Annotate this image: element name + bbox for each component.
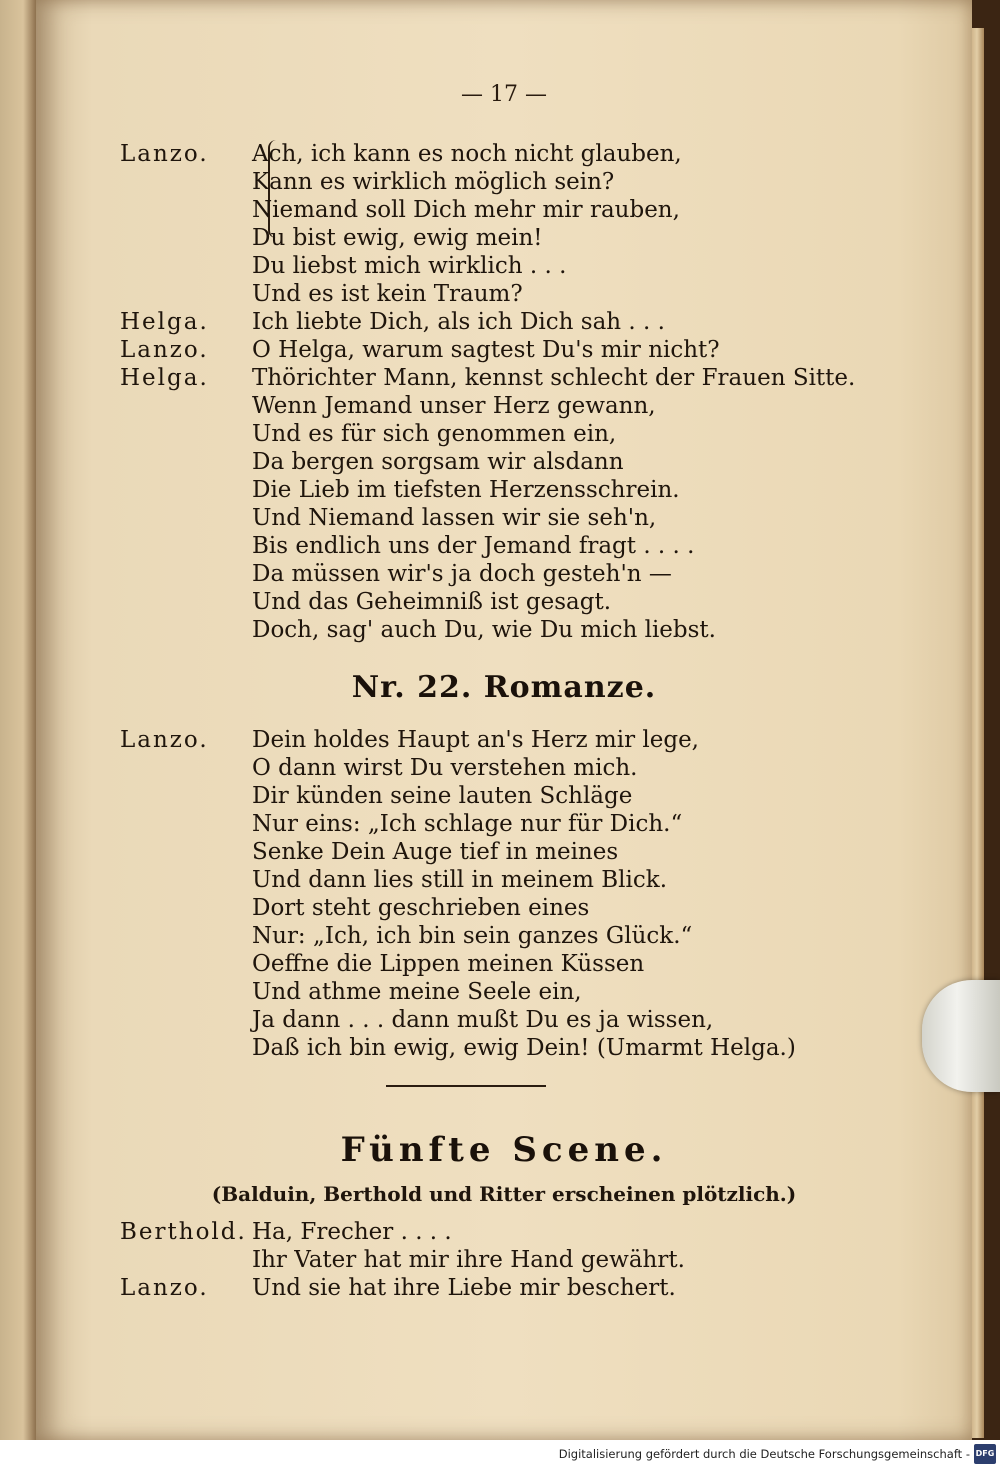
verse-line: Oeffne die Lippen meinen Küssen bbox=[252, 951, 645, 977]
section-divider bbox=[386, 1085, 546, 1087]
verse-line: Und es ist kein Traum? bbox=[252, 281, 523, 307]
speaker-name: Helga. bbox=[120, 309, 209, 335]
speaker-name: Lanzo. bbox=[120, 141, 209, 167]
verse-line: Ich liebte Dich, als ich Dich sah . . . bbox=[252, 309, 665, 335]
verse-line: Ha, Frecher . . . . bbox=[252, 1219, 452, 1245]
page-number: — 17 — bbox=[461, 82, 547, 107]
verse-line: Ach, ich kann es noch nicht glauben, bbox=[252, 141, 682, 167]
page-stack-edge bbox=[970, 28, 984, 1438]
verse-line: Ja dann . . . dann mußt Du es ja wissen, bbox=[252, 1007, 714, 1033]
speaker-name: Berthold. bbox=[120, 1219, 247, 1245]
verse-line: Doch, sag' auch Du, wie Du mich liebst. bbox=[252, 617, 716, 643]
verse-line: Wenn Jemand unser Herz gewann, bbox=[252, 393, 656, 419]
verse-line: Die Lieb im tiefsten Herzensschrein. bbox=[252, 477, 680, 503]
verse-line: Nur eins: „Ich schlage nur für Dich.“ bbox=[252, 811, 683, 837]
speaker-name: Lanzo. bbox=[120, 727, 209, 753]
verse-line: Senke Dein Auge tief in meines bbox=[252, 839, 619, 865]
verse-line: Niemand soll Dich mehr mir rauben, bbox=[252, 197, 680, 223]
dfg-logo: DFG bbox=[974, 1444, 996, 1464]
verse-line: O Helga, warum sagtest Du's mir nicht? bbox=[252, 337, 720, 363]
scene-heading: Fünfte Scene. bbox=[340, 1130, 668, 1170]
verse-line: Und das Geheimniß ist gesagt. bbox=[252, 589, 612, 615]
verse-line: Und Niemand lassen wir sie seh'n, bbox=[252, 505, 657, 531]
verse-line: Thörichter Mann, kennst schlecht der Frauen Sitte. bbox=[252, 365, 856, 391]
verse-line: Du liebst mich wirklich . . . bbox=[252, 253, 567, 279]
verse-line: Dein holdes Haupt an's Herz mir lege, bbox=[252, 727, 699, 753]
verse-line: Und athme meine Seele ein, bbox=[252, 979, 582, 1005]
verse-line: Da müssen wir's ja doch gesteh'n — bbox=[252, 561, 672, 587]
digitization-credit: Digitalisierung gefördert durch die Deutsche Forschungsgemeinschaft - bbox=[558, 1447, 970, 1461]
verse-line: Und sie hat ihre Liebe mir beschert. bbox=[252, 1275, 676, 1301]
verse-line: Kann es wirklich möglich sein? bbox=[252, 169, 615, 195]
verse-line: Da bergen sorgsam wir alsdann bbox=[252, 449, 624, 475]
verse-line: Du bist ewig, ewig mein! bbox=[252, 225, 543, 251]
verse-line: Ihr Vater hat mir ihre Hand gewährt. bbox=[252, 1247, 685, 1273]
speaker-name: Lanzo. bbox=[120, 337, 209, 363]
verse-line: Daß ich bin ewig, ewig Dein! (Umarmt Helga.) bbox=[252, 1035, 796, 1061]
verse-line: Und es für sich genommen ein, bbox=[252, 421, 617, 447]
page-clip-tab bbox=[922, 980, 1000, 1092]
speaker-name: Lanzo. bbox=[120, 1275, 209, 1301]
verse-line: Dort steht geschrieben eines bbox=[252, 895, 590, 921]
speaker-name: Helga. bbox=[120, 365, 209, 391]
verse-line: Bis endlich uns der Jemand fragt . . . . bbox=[252, 533, 695, 559]
book-page bbox=[36, 0, 972, 1440]
section-heading-romanze: Nr. 22. Romanze. bbox=[351, 670, 657, 705]
verse-line: Und dann lies still in meinem Blick. bbox=[252, 867, 668, 893]
verse-line: Nur: „Ich, ich bin sein ganzes Glück.“ bbox=[252, 923, 693, 949]
stage-direction: (Balduin, Berthold und Ritter erscheinen plötzlich.) bbox=[211, 1182, 797, 1206]
verse-line: O dann wirst Du verstehen mich. bbox=[252, 755, 638, 781]
verse-line: Dir künden seine lauten Schläge bbox=[252, 783, 633, 809]
